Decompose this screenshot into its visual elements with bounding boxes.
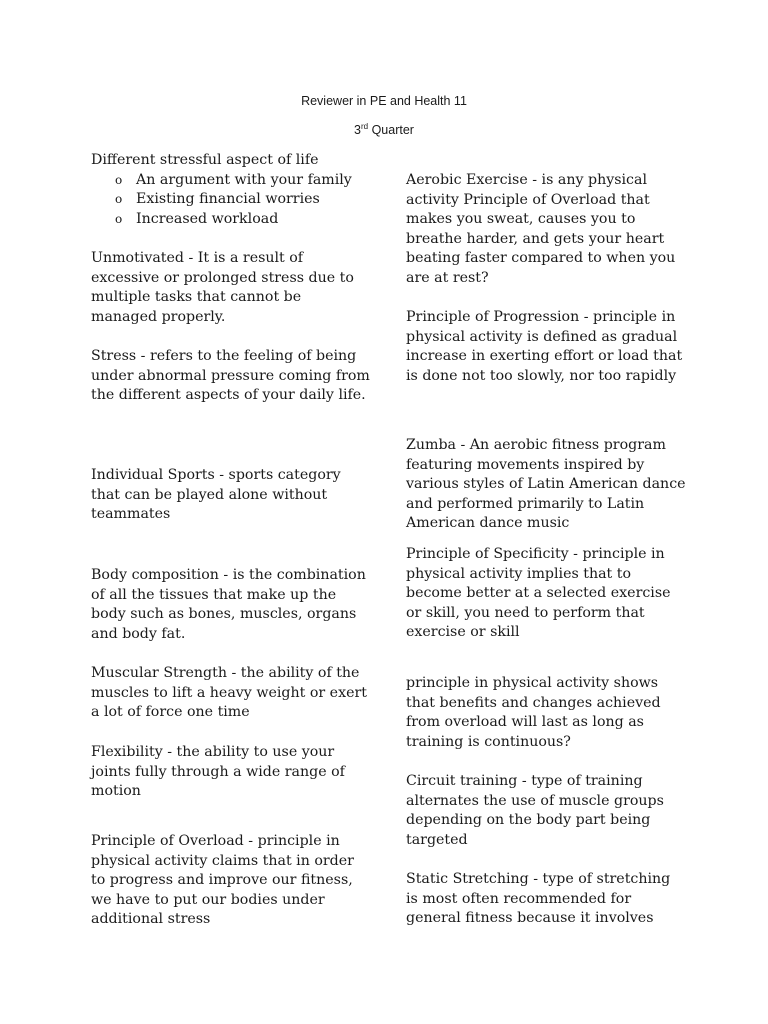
list-item-text: An argument with your family <box>136 171 352 188</box>
term-principle-of-specificity: Principle of Specificity - principle in physical activity implies that to become better at a selected exercise or skill, you need to perform that exercise or skill <box>406 546 671 641</box>
quarter-suffix: rd <box>360 121 369 131</box>
bullet-marker: o <box>115 192 123 207</box>
term-body-composition: Body composition - is the combination of all the tissues that make up the body such as bones, muscles, organs and body fat. <box>91 567 366 642</box>
quarter-heading <box>0 123 768 137</box>
term-text: Different stressful aspect of life <box>91 152 319 168</box>
term-principle-of-reversibility: principle in physical activity shows that benefits and changes achieved from overload will last as long as training is continuous? <box>406 675 661 750</box>
term-stress: Stress - refers to the feeling of being under abnormal pressure coming from the different aspects of your daily life. <box>91 348 370 404</box>
list-item <box>91 171 371 191</box>
bullet-marker: o <box>115 211 123 226</box>
term-zumba: Zumba - An aerobic fitness program featuring movements inspired by various styles of Latin American dance and performed primarily to Latin American dance music <box>406 437 686 532</box>
term-individual-sports: Individual Sports - sports category that can be played alone without teammates <box>91 467 341 523</box>
document-title: Reviewer in PE and Health 11 <box>301 94 467 108</box>
term-aerobic-exercise: Aerobic Exercise - is any physical activity Principle of Overload that makes you sweat, causes you to breathe harder, and gets your heart beating faster compared to when you are at rest? <box>406 172 676 286</box>
term-unmotivated: Unmotivated - It is a result of excessive or prolonged stress due to multiple tasks that cannot be managed properly. <box>91 250 354 325</box>
term-stressful-aspects <box>91 151 371 229</box>
quarter-word: Quarter <box>371 123 414 137</box>
list-item-text: Existing financial worries <box>136 191 320 208</box>
bullet-marker: o <box>115 172 123 187</box>
quarter-number: 3 <box>354 123 361 137</box>
list-item <box>91 190 371 210</box>
list-item <box>91 210 371 230</box>
term-circuit-training: Circuit training - type of training alternates the use of muscle groups depending on the body part being targeted <box>406 773 664 848</box>
term-muscular-strength: Muscular Strength - the ability of the muscles to lift a heavy weight or exert a lot of force one time <box>91 665 367 721</box>
term-principle-of-overload: Principle of Overload - principle in physical activity claims that in order to progress and improve our fitness, we have to put our bodies under additional stress <box>91 833 354 928</box>
term-static-stretching: Static Stretching - type of stretching is most often recommended for general fitness because it involves <box>406 871 671 927</box>
list-item-text: Increased workload <box>136 210 279 227</box>
term-flexibility: Flexibility - the ability to use your joints fully through a wide range of motion <box>91 744 345 800</box>
bullet-list <box>91 171 371 230</box>
term-principle-of-progression: Principle of Progression - principle in physical activity is defined as gradual increase in exerting effort or load that is done not too slowly, nor too rapidly <box>406 309 683 384</box>
